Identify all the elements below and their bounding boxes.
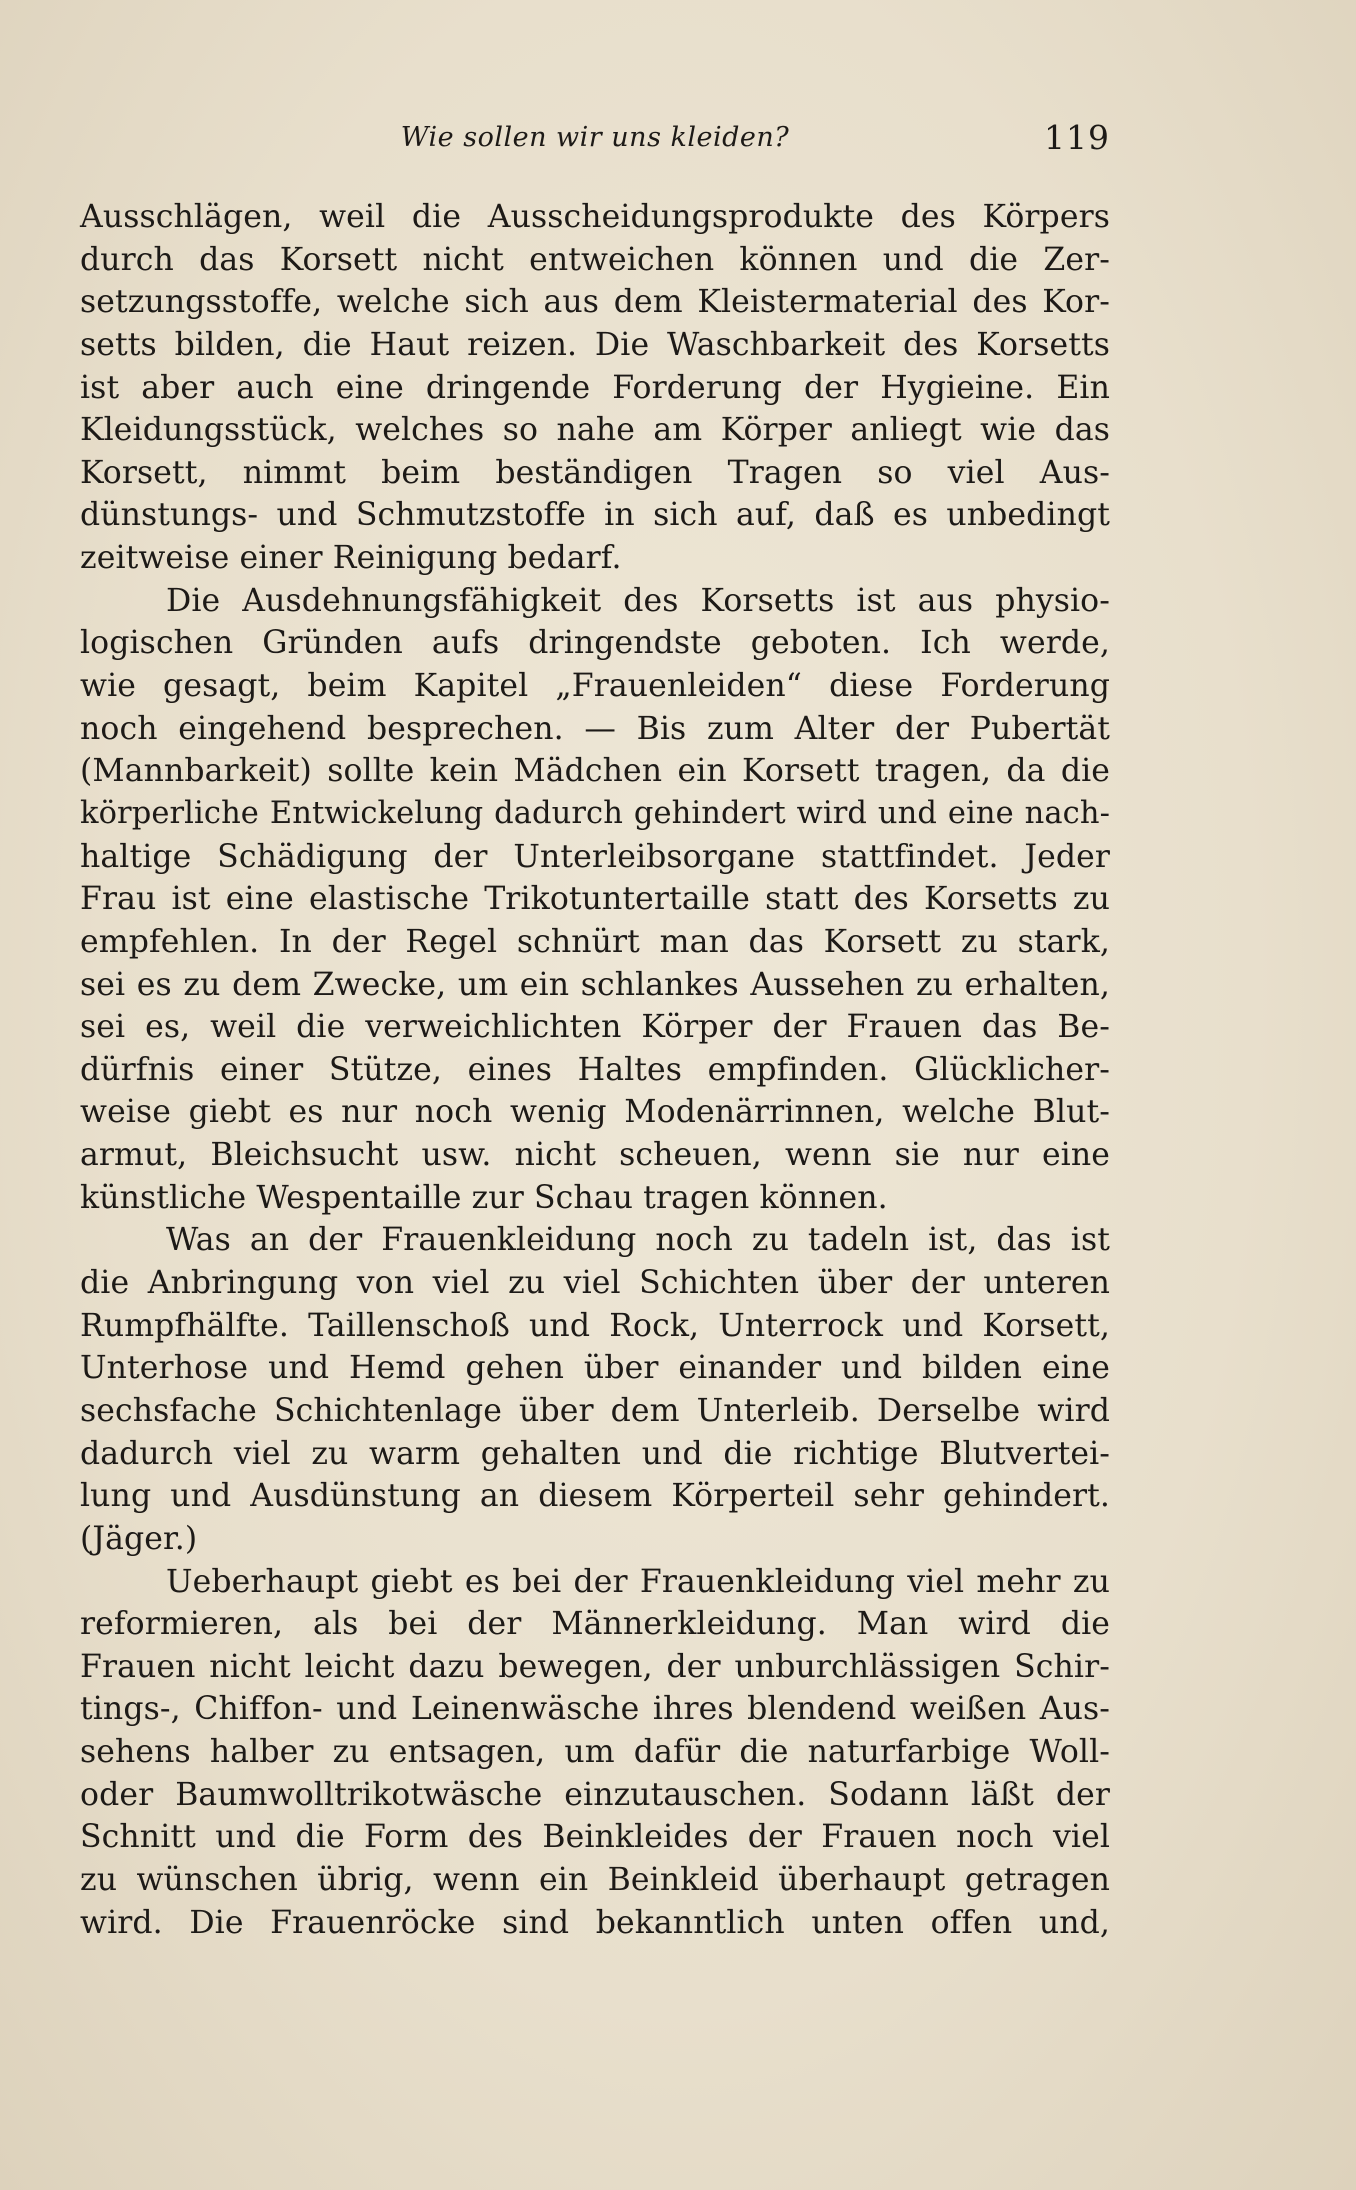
text-line: (Jäger.) (80, 1520, 198, 1557)
text-line: wird. Die Frauenröcke sind bekanntlich unten offen und, (80, 1904, 1110, 1941)
text-line: Ueberhaupt giebt es bei der Frauenkleidung viel mehr zu (166, 1563, 1110, 1600)
running-title: Wie sollen wir uns kleiden? (400, 122, 790, 153)
text-line: die Anbringung von viel zu viel Schichten über der unteren (80, 1265, 1110, 1302)
text-line: ist aber auch eine dringende Forderung der Hygieine. Ein (80, 369, 1110, 406)
text-line: weise giebt es nur noch wenig Modenärrinnen, welche Blut- (80, 1094, 1110, 1131)
text-line: sei es, weil die verweichlichten Körper der Frauen das Be- (80, 1009, 1110, 1046)
text-line: sechsfache Schichtenlage über dem Unterleib. Derselbe wird (80, 1392, 1110, 1429)
text-line: tings-, Chiffon- und Leinenwäsche ihres blendend weißen Aus- (80, 1691, 1110, 1728)
text-line: sei es zu dem Zwecke, um ein schlankes Aussehen zu erhalten, (80, 966, 1110, 1003)
text-line: lung und Ausdünstung an diesem Körperteil sehr gehindert. (80, 1478, 1110, 1515)
text-line: Kleidungsstück, welches so nahe am Körper anliegt wie das (80, 412, 1110, 449)
text-line: logischen Gründen aufs dringendste geboten. Ich werde, (80, 625, 1110, 662)
page-header (80, 118, 1110, 172)
text-line: Frauen nicht leicht dazu bewegen, der unburchlässigen Schir- (80, 1648, 1110, 1685)
page-number: 119 (1044, 118, 1110, 157)
text-line: dünstungs- und Schmutzstoffe in sich auf, daß es unbedingt (80, 497, 1110, 534)
text-line: empfehlen. In der Regel schnürt man das Korsett zu stark, (80, 923, 1110, 960)
text-line: körperliche Entwickelung dadurch gehindert wird und eine nach- (80, 795, 1110, 831)
text-line: zu wünschen übrig, wenn ein Beinkleid überhaupt getragen (80, 1861, 1110, 1898)
text-line: armut, Bleichsucht usw. nicht scheuen, wenn sie nur eine (80, 1137, 1110, 1174)
text-line: zeitweise einer Reinigung bedarf. (80, 540, 622, 577)
text-line: durch das Korsett nicht entweichen können und die Zer- (80, 241, 1110, 278)
text-line: setzungsstoffe, welche sich aus dem Kleistermaterial des Kor- (80, 284, 1110, 321)
text-line: Korsett, nimmt beim beständigen Tragen so viel Aus- (80, 454, 1110, 491)
text-line: setts bilden, die Haut reizen. Die Waschbarkeit des Korsetts (80, 326, 1110, 363)
text-line: wie gesagt, beim Kapitel „Frauenleiden“ diese Forderung (80, 668, 1110, 705)
text-line: dadurch viel zu warm gehalten und die richtige Blutvertei- (80, 1435, 1110, 1472)
text-line: Unterhose und Hemd gehen über einander und bilden eine (80, 1350, 1110, 1387)
text-line: Schnitt und die Form des Beinkleides der Frauen noch viel (80, 1819, 1110, 1856)
text-line: reformieren, als bei der Männerkleidung. Man wird die (80, 1606, 1110, 1643)
body-text (80, 196, 1110, 1944)
text-line: oder Baumwolltrikotwäsche einzutauschen. Sodann läßt der (80, 1776, 1110, 1813)
text-line: (Mannbarkeit) sollte kein Mädchen ein Korsett tragen, da die (80, 753, 1110, 790)
text-line: Die Ausdehnungsfähigkeit des Korsetts ist aus physio- (166, 582, 1110, 619)
text-line: haltige Schädigung der Unterleibsorgane stattfindet. Jeder (80, 838, 1110, 875)
text-line: künstliche Wespentaille zur Schau tragen können. (80, 1179, 888, 1216)
text-line: Was an der Frauenkleidung noch zu tadeln ist, das ist (166, 1222, 1110, 1259)
text-line: Ausschlägen, weil die Ausscheidungsprodukte des Körpers (80, 199, 1110, 235)
text-line: Rumpfhälfte. Taillenschoß und Rock, Unterrock und Korsett, (80, 1307, 1110, 1344)
text-line: Frau ist eine elastische Trikotuntertaille statt des Korsetts zu (80, 881, 1110, 918)
text-line: dürfnis einer Stütze, eines Haltes empfinden. Glücklicher- (80, 1051, 1110, 1088)
text-line: sehens halber zu entsagen, um dafür die naturfarbige Woll- (80, 1734, 1110, 1771)
text-line: noch eingehend besprechen. — Bis zum Alter der Pubertät (80, 710, 1110, 747)
